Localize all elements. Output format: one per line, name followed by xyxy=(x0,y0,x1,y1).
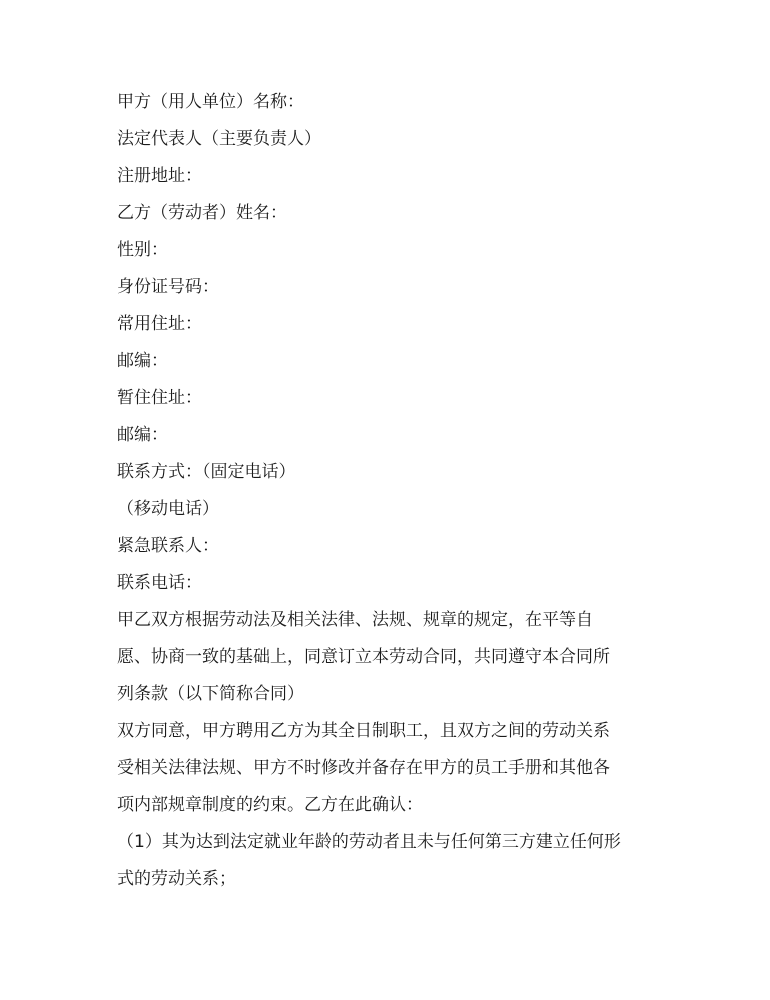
field-employer-name: 甲方（用人单位）名称： xyxy=(117,92,304,112)
field-permanent-address: 常用住址： xyxy=(117,314,202,334)
field-postcode: 邮编： xyxy=(117,351,168,371)
paragraph-intro-line: 甲乙双方根据劳动法及相关法律、法规、规章的规定，在平等自 xyxy=(117,610,593,630)
paragraph-agreement-line: 项内部规章制度的约束。乙方在此确认： xyxy=(117,795,423,815)
document-body xyxy=(117,84,657,898)
field-emergency-contact: 紧急联系人： xyxy=(117,536,219,556)
field-emergency-phone: 联系电话： xyxy=(117,573,202,593)
field-legal-representative: 法定代表人（主要负责人） xyxy=(117,129,321,149)
field-postcode-temporary: 邮编： xyxy=(117,425,168,445)
field-id-number: 身份证号码： xyxy=(117,277,219,297)
clause-1-line: 式的劳动关系； xyxy=(117,869,236,889)
paragraph-intro-line: 列条款（以下简称合同） xyxy=(117,684,304,704)
field-registered-address: 注册地址： xyxy=(117,166,202,186)
field-contact-mobile: （移动电话） xyxy=(117,499,219,519)
field-gender: 性别： xyxy=(117,240,168,260)
clause-1-line: （1）其为达到法定就业年龄的劳动者且未与任何第三方建立任何形 xyxy=(117,832,621,852)
field-employee-name: 乙方（劳动者）姓名： xyxy=(117,203,287,223)
paragraph-agreement-line: 双方同意，甲方聘用乙方为其全日制职工，且双方之间的劳动关系 xyxy=(117,721,610,741)
field-contact-landline: 联系方式：（固定电话） xyxy=(117,462,296,482)
paragraph-agreement-line: 受相关法律法规、甲方不时修改并备存在甲方的员工手册和其他各 xyxy=(117,758,610,778)
field-temporary-address: 暂住住址： xyxy=(117,388,202,408)
paragraph-intro-line: 愿、协商一致的基础上，同意订立本劳动合同，共同遵守本合同所 xyxy=(117,647,610,667)
